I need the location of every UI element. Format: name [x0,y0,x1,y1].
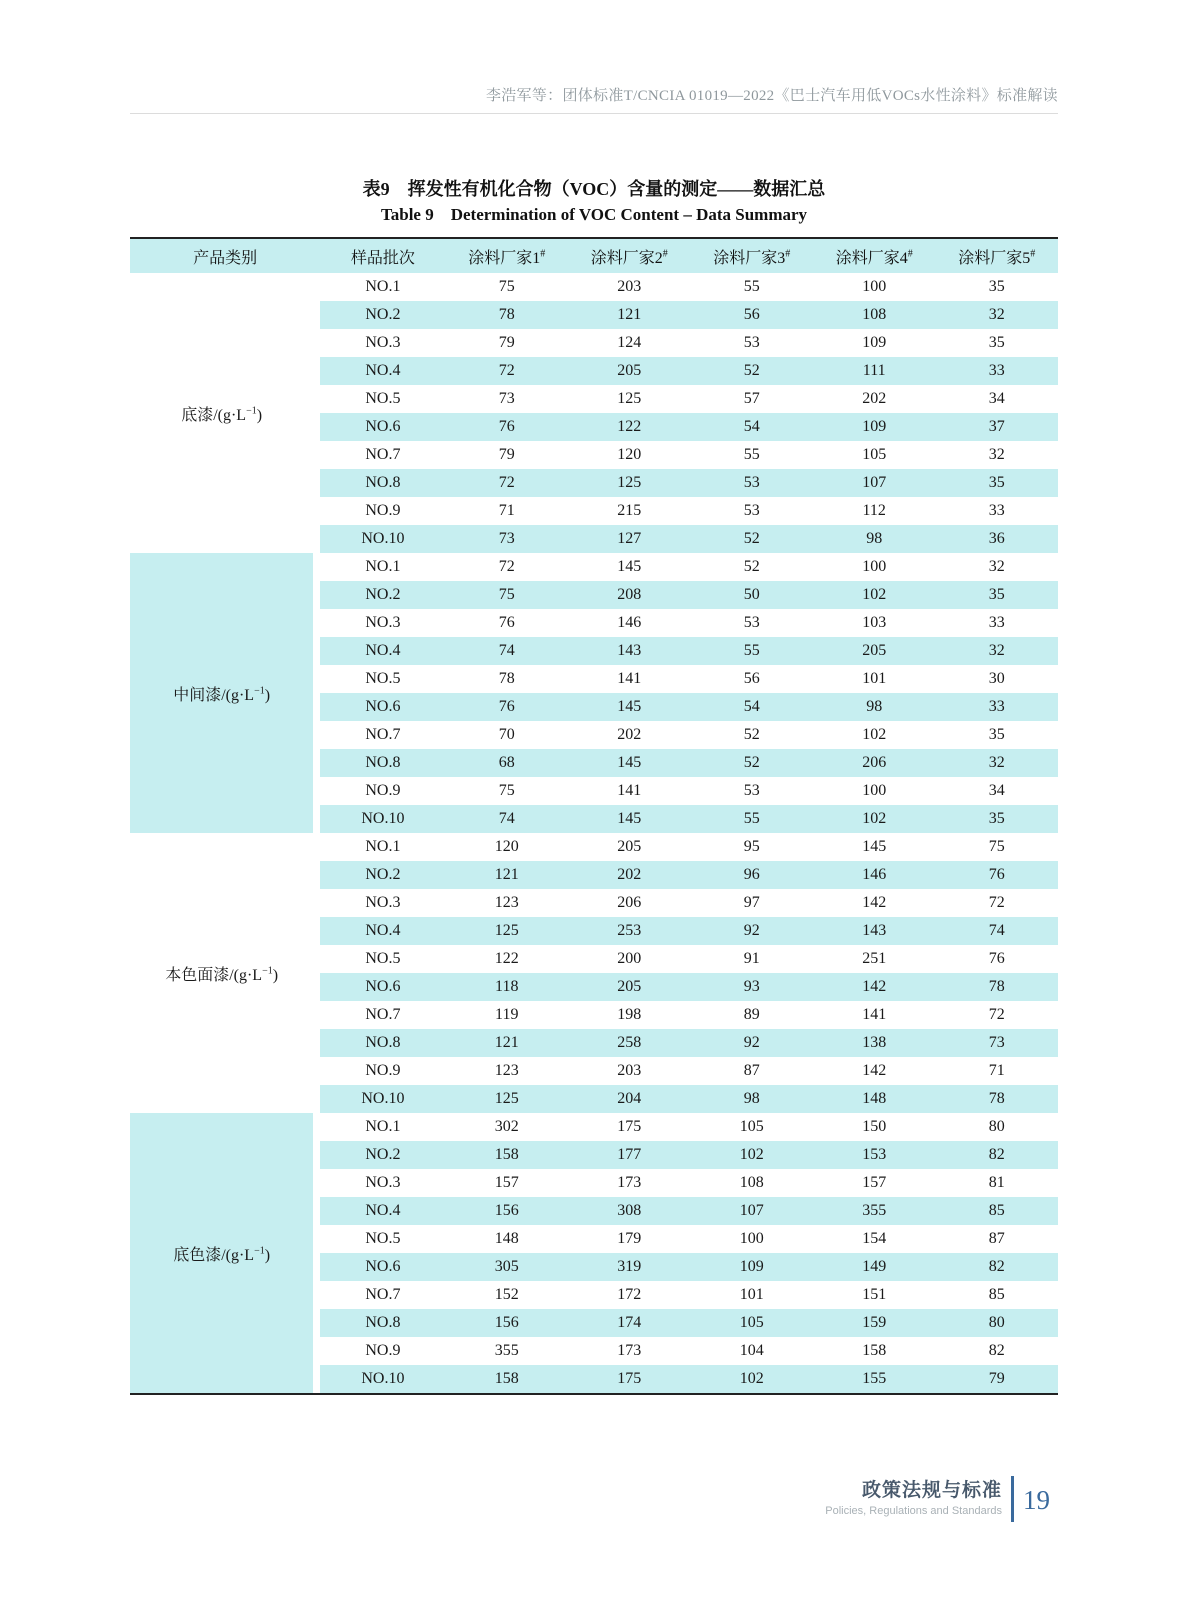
value-cell: 215 [568,497,690,525]
value-cell: 82 [935,1337,1058,1365]
batch-cell: NO.2 [320,301,445,329]
batch-cell: NO.9 [320,777,445,805]
value-cell: 71 [935,1057,1058,1085]
col-header-factory-1: 涂料厂家1# [446,239,568,273]
category-cell [130,553,320,833]
batch-cell: NO.6 [320,1253,445,1281]
value-cell: 205 [568,973,690,1001]
category-label-close: ) [264,1246,271,1264]
value-cell: 125 [446,917,568,945]
footer-section-title [825,1479,1002,1519]
batch-cell: NO.6 [320,413,445,441]
value-cell: 122 [568,413,690,441]
value-cell: 79 [935,1365,1058,1393]
value-cell: 98 [813,693,935,721]
value-cell: 302 [446,1113,568,1141]
value-cell: 154 [813,1225,935,1253]
value-cell: 96 [690,861,812,889]
value-cell: 35 [935,581,1058,609]
value-cell: 33 [935,693,1058,721]
value-cell: 80 [935,1113,1058,1141]
value-cell: 107 [690,1197,812,1225]
value-cell: 55 [690,637,812,665]
table-row [130,833,1058,861]
value-cell: 157 [446,1169,568,1197]
value-cell: 104 [690,1337,812,1365]
value-cell: 101 [813,665,935,693]
value-cell: 37 [935,413,1058,441]
value-cell: 87 [935,1225,1058,1253]
value-cell: 125 [568,469,690,497]
value-cell: 57 [690,385,812,413]
value-cell: 35 [935,721,1058,749]
value-cell: 143 [813,917,935,945]
value-cell: 74 [446,637,568,665]
value-cell: 55 [690,441,812,469]
value-cell: 76 [935,861,1058,889]
value-cell: 142 [813,889,935,917]
value-cell: 127 [568,525,690,553]
value-cell: 172 [568,1281,690,1309]
category-label-close: ) [272,966,279,984]
value-cell: 35 [935,469,1058,497]
batch-cell: NO.9 [320,497,445,525]
value-cell: 202 [813,385,935,413]
value-cell: 107 [813,469,935,497]
table-header-row [130,239,1058,273]
value-cell: 53 [690,497,812,525]
value-cell: 92 [690,1029,812,1057]
batch-cell: NO.7 [320,441,445,469]
value-cell: 73 [935,1029,1058,1057]
value-cell: 32 [935,749,1058,777]
value-cell: 145 [568,749,690,777]
category-cell [130,273,320,553]
superscript-hash: # [662,248,668,260]
value-cell: 68 [446,749,568,777]
category-exponent: −1 [246,405,257,417]
value-cell: 98 [690,1085,812,1113]
value-cell: 35 [935,273,1058,301]
batch-cell: NO.5 [320,945,445,973]
table-body [130,273,1058,1393]
value-cell: 100 [690,1225,812,1253]
value-cell: 55 [690,805,812,833]
value-cell: 177 [568,1141,690,1169]
category-label: 本色面漆/(g·L [165,966,263,984]
value-cell: 30 [935,665,1058,693]
value-cell: 122 [446,945,568,973]
value-cell: 33 [935,357,1058,385]
value-cell: 148 [446,1225,568,1253]
value-cell: 52 [690,553,812,581]
value-cell: 146 [568,609,690,637]
page-number: 19 [1023,1484,1050,1515]
batch-cell: NO.7 [320,721,445,749]
value-cell: 159 [813,1309,935,1337]
value-cell: 76 [446,413,568,441]
value-cell: 143 [568,637,690,665]
superscript-hash: # [785,248,791,260]
table-title-cn: 表9 挥发性有机化合物（VOC）含量的测定——数据汇总 [362,179,826,199]
value-cell: 319 [568,1253,690,1281]
header-rule [130,113,1058,114]
value-cell: 82 [935,1253,1058,1281]
category-cell [130,833,320,1113]
value-cell: 123 [446,889,568,917]
batch-cell: NO.5 [320,1225,445,1253]
batch-cell: NO.7 [320,1281,445,1309]
value-cell: 158 [446,1141,568,1169]
batch-cell: NO.10 [320,1365,445,1393]
value-cell: 75 [446,777,568,805]
batch-cell: NO.6 [320,973,445,1001]
value-cell: 72 [446,357,568,385]
value-cell: 92 [690,917,812,945]
value-cell: 32 [935,553,1058,581]
value-cell: 157 [813,1169,935,1197]
value-cell: 145 [568,693,690,721]
batch-cell: NO.4 [320,917,445,945]
batch-cell: NO.8 [320,1029,445,1057]
footer-divider-bar [1011,1476,1014,1522]
value-cell: 204 [568,1085,690,1113]
value-cell: 71 [446,497,568,525]
batch-cell: NO.9 [320,1057,445,1085]
batch-cell: NO.4 [320,357,445,385]
value-cell: 142 [813,973,935,1001]
batch-cell: NO.8 [320,1309,445,1337]
value-cell: 118 [446,973,568,1001]
batch-cell: NO.3 [320,889,445,917]
value-cell: 53 [690,469,812,497]
category-exponent: −1 [254,685,265,697]
value-cell: 112 [813,497,935,525]
running-head: 李浩军等：团体标准T/CNCIA 01019—2022《巴士汽车用低VOCs水性涂料》标准解读 [485,88,1058,104]
value-cell: 53 [690,609,812,637]
superscript-hash: # [907,248,913,260]
batch-cell: NO.1 [320,1113,445,1141]
col-header-factory-5: 涂料厂家5# [935,239,1058,273]
batch-cell: NO.1 [320,833,445,861]
batch-cell: NO.7 [320,1001,445,1029]
value-cell: 153 [813,1141,935,1169]
value-cell: 78 [446,301,568,329]
value-cell: 149 [813,1253,935,1281]
value-cell: 102 [813,721,935,749]
value-cell: 100 [813,777,935,805]
value-cell: 121 [568,301,690,329]
value-cell: 79 [446,329,568,357]
value-cell: 76 [935,945,1058,973]
value-cell: 148 [813,1085,935,1113]
batch-cell: NO.1 [320,273,445,301]
value-cell: 145 [568,553,690,581]
value-cell: 146 [813,861,935,889]
value-cell: 72 [935,889,1058,917]
page-footer [825,1476,1050,1522]
value-cell: 355 [446,1337,568,1365]
value-cell: 55 [690,273,812,301]
value-cell: 75 [935,833,1058,861]
value-cell: 56 [690,301,812,329]
value-cell: 125 [446,1085,568,1113]
value-cell: 202 [568,861,690,889]
batch-cell: NO.10 [320,525,445,553]
col-header-factory-3: 涂料厂家3# [690,239,812,273]
value-cell: 121 [446,861,568,889]
value-cell: 355 [813,1197,935,1225]
value-cell: 202 [568,721,690,749]
value-cell: 142 [813,1057,935,1085]
value-cell: 33 [935,609,1058,637]
value-cell: 79 [446,441,568,469]
value-cell: 206 [568,889,690,917]
value-cell: 156 [446,1309,568,1337]
batch-cell: NO.8 [320,469,445,497]
value-cell: 206 [813,749,935,777]
value-cell: 72 [935,1001,1058,1029]
table-row [130,1113,1058,1141]
value-cell: 174 [568,1309,690,1337]
table-block [130,176,1058,1395]
value-cell: 52 [690,721,812,749]
value-cell: 105 [813,441,935,469]
value-cell: 75 [446,581,568,609]
value-cell: 102 [690,1141,812,1169]
value-cell: 111 [813,357,935,385]
value-cell: 53 [690,777,812,805]
value-cell: 74 [935,917,1058,945]
value-cell: 203 [568,1057,690,1085]
value-cell: 120 [446,833,568,861]
value-cell: 173 [568,1169,690,1197]
batch-cell: NO.1 [320,553,445,581]
value-cell: 145 [568,805,690,833]
value-cell: 56 [690,665,812,693]
batch-cell: NO.5 [320,665,445,693]
value-cell: 123 [446,1057,568,1085]
value-cell: 32 [935,301,1058,329]
value-cell: 72 [446,469,568,497]
value-cell: 109 [813,329,935,357]
batch-cell: NO.3 [320,609,445,637]
value-cell: 208 [568,581,690,609]
value-cell: 100 [813,553,935,581]
category-label: 底漆/(g·L [181,406,247,424]
value-cell: 76 [446,609,568,637]
category-exponent: −1 [262,965,273,977]
table-row [130,553,1058,581]
value-cell: 175 [568,1365,690,1393]
value-cell: 85 [935,1197,1058,1225]
value-cell: 52 [690,525,812,553]
value-cell: 52 [690,749,812,777]
batch-cell: NO.2 [320,581,445,609]
footer-section-cn: 政策法规与标准 [861,1480,1002,1501]
value-cell: 54 [690,413,812,441]
batch-cell: NO.10 [320,805,445,833]
value-cell: 156 [446,1197,568,1225]
value-cell: 78 [935,973,1058,1001]
value-cell: 152 [446,1281,568,1309]
value-cell: 32 [935,637,1058,665]
value-cell: 34 [935,385,1058,413]
batch-cell: NO.8 [320,749,445,777]
value-cell: 205 [568,833,690,861]
category-exponent: −1 [254,1245,265,1257]
value-cell: 105 [690,1113,812,1141]
value-cell: 32 [935,441,1058,469]
value-cell: 205 [813,637,935,665]
value-cell: 97 [690,889,812,917]
value-cell: 141 [813,1001,935,1029]
value-cell: 54 [690,693,812,721]
batch-cell: NO.3 [320,1169,445,1197]
batch-cell: NO.2 [320,1141,445,1169]
category-label-close: ) [264,686,271,704]
superscript-hash: # [540,248,546,260]
value-cell: 102 [690,1365,812,1393]
batch-cell: NO.10 [320,1085,445,1113]
value-cell: 158 [813,1337,935,1365]
col-header-batch: 样品批次 [320,239,445,273]
value-cell: 98 [813,525,935,553]
value-cell: 78 [935,1085,1058,1113]
value-cell: 53 [690,329,812,357]
value-cell: 141 [568,665,690,693]
col-header-factory-4: 涂料厂家4# [813,239,935,273]
value-cell: 70 [446,721,568,749]
value-cell: 258 [568,1029,690,1057]
value-cell: 50 [690,581,812,609]
value-cell: 52 [690,357,812,385]
value-cell: 35 [935,329,1058,357]
value-cell: 175 [568,1113,690,1141]
category-label-close: ) [256,406,263,424]
value-cell: 87 [690,1057,812,1085]
value-cell: 109 [813,413,935,441]
value-cell: 105 [690,1309,812,1337]
value-cell: 35 [935,805,1058,833]
value-cell: 36 [935,525,1058,553]
value-cell: 200 [568,945,690,973]
batch-cell: NO.2 [320,861,445,889]
value-cell: 73 [446,385,568,413]
superscript-hash: # [1030,248,1036,260]
value-cell: 81 [935,1169,1058,1197]
col-header-category: 产品类别 [130,239,320,273]
value-cell: 91 [690,945,812,973]
batch-cell: NO.6 [320,693,445,721]
value-cell: 305 [446,1253,568,1281]
value-cell: 205 [568,357,690,385]
batch-cell: NO.9 [320,1337,445,1365]
value-cell: 74 [446,805,568,833]
value-cell: 179 [568,1225,690,1253]
value-cell: 102 [813,805,935,833]
batch-cell: NO.3 [320,329,445,357]
value-cell: 82 [935,1141,1058,1169]
value-cell: 124 [568,329,690,357]
table-row [130,273,1058,301]
value-cell: 121 [446,1029,568,1057]
value-cell: 93 [690,973,812,1001]
value-cell: 251 [813,945,935,973]
value-cell: 108 [813,301,935,329]
category-label: 中间漆/(g·L [173,686,255,704]
value-cell: 75 [446,273,568,301]
value-cell: 102 [813,581,935,609]
batch-cell: NO.5 [320,385,445,413]
value-cell: 119 [446,1001,568,1029]
value-cell: 158 [446,1365,568,1393]
value-cell: 101 [690,1281,812,1309]
footer-section-en: Policies, Regulations and Standards [825,1505,1002,1517]
value-cell: 72 [446,553,568,581]
value-cell: 120 [568,441,690,469]
value-cell: 155 [813,1365,935,1393]
category-label: 底色漆/(g·L [173,1246,255,1264]
value-cell: 108 [690,1169,812,1197]
value-cell: 253 [568,917,690,945]
value-cell: 145 [813,833,935,861]
value-cell: 203 [568,273,690,301]
value-cell: 198 [568,1001,690,1029]
value-cell: 73 [446,525,568,553]
voc-data-table [130,237,1058,1395]
batch-cell: NO.4 [320,637,445,665]
value-cell: 138 [813,1029,935,1057]
value-cell: 109 [690,1253,812,1281]
col-header-factory-2: 涂料厂家2# [568,239,690,273]
value-cell: 85 [935,1281,1058,1309]
table-title-en: Table 9 Determination of VOC Content – Data Summary [380,205,808,224]
value-cell: 125 [568,385,690,413]
value-cell: 34 [935,777,1058,805]
value-cell: 76 [446,693,568,721]
batch-cell: NO.4 [320,1197,445,1225]
value-cell: 308 [568,1197,690,1225]
value-cell: 100 [813,273,935,301]
value-cell: 103 [813,609,935,637]
category-cell [130,1113,320,1393]
value-cell: 33 [935,497,1058,525]
value-cell: 80 [935,1309,1058,1337]
value-cell: 141 [568,777,690,805]
value-cell: 151 [813,1281,935,1309]
value-cell: 150 [813,1113,935,1141]
value-cell: 78 [446,665,568,693]
value-cell: 95 [690,833,812,861]
value-cell: 89 [690,1001,812,1029]
value-cell: 173 [568,1337,690,1365]
